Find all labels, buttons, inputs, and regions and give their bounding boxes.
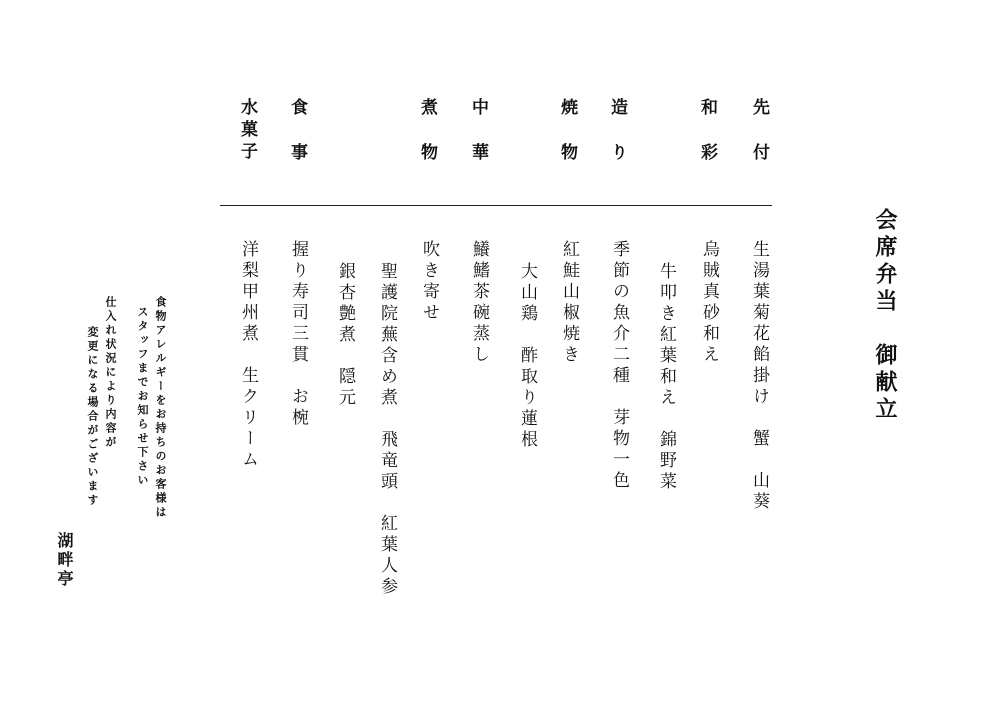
course-name-tsukuri: 造り: [607, 98, 627, 188]
dish-wasai-1: 烏賊真砂和え: [699, 240, 719, 366]
course-name-sakizuke: 先付: [749, 98, 769, 188]
dish-nimono-2: 聖護院蕪含め煮 飛竜頭 紅葉人参: [377, 262, 397, 598]
course-name-nimono: 煮物: [417, 98, 437, 188]
dish-nimono-3: 銀杏艶煮 隠元: [335, 262, 355, 409]
restaurant-name: 湖畔亭: [55, 532, 74, 589]
allergy-note-line-2: スタッフまでお知らせ下さい: [136, 306, 149, 488]
course-name-shokuji: 食事: [287, 98, 307, 188]
course-name-chuka: 中華: [468, 98, 488, 188]
dish-shokuji-1: 握り寿司三貫 お椀: [288, 240, 308, 429]
course-name-mizugashi: 水菓子: [237, 98, 257, 164]
course-name-yakimono: 焼物: [557, 98, 577, 188]
dish-sakizuke-1: 生湯葉菊花餡掛け 蟹 山葵: [749, 240, 769, 513]
allergy-note-line-1: 食物アレルギーをお持ちのお客様は: [154, 296, 167, 520]
dish-tsukuri-1: 季節の魚介二種 芽物一色: [609, 240, 629, 492]
supply-note-line-1: 仕入れ状況により内容が: [104, 296, 117, 450]
dish-chuka-1: 鱶鰭茶碗蒸し: [469, 240, 489, 366]
supply-note-line-2: 変更になる場合がございます: [86, 326, 99, 508]
dish-mizugashi-1: 洋梨甲州煮 生クリーム: [238, 240, 258, 471]
dish-yakimono-1: 紅鮭山椒焼き: [559, 240, 579, 366]
dish-yakimono-2: 大山鶏 酢取り蓮根: [517, 262, 537, 451]
menu-title: 会席弁当 御献立: [872, 208, 898, 424]
course-name-wasai: 和彩: [697, 98, 717, 188]
dish-wasai-2: 牛叩き紅葉和え 錦野菜: [656, 262, 676, 493]
dish-nimono-1: 吹き寄せ: [419, 240, 439, 324]
divider-line: [220, 205, 772, 206]
